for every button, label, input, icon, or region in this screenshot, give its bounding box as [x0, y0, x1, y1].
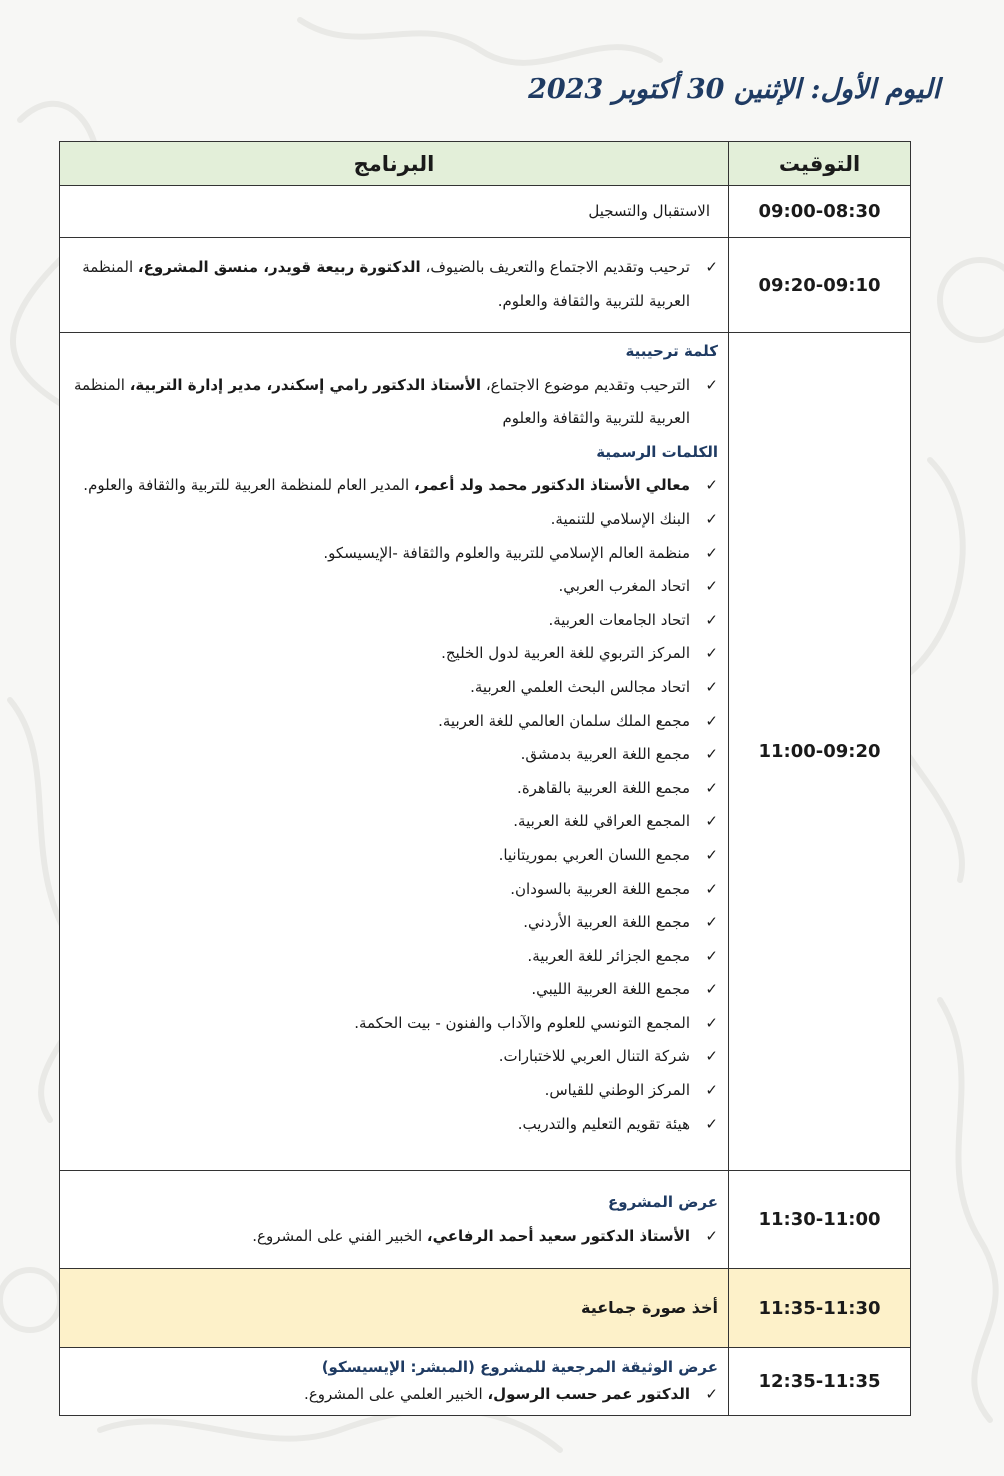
check-mark-icon: ✓: [705, 1114, 718, 1133]
list-item: ✓ اتحاد مجالس البحث العلمي العربية.: [70, 671, 718, 705]
list-item: ✓ معالي الأستاذ الدكتور محمد ولد أعمر، المدير العام للمنظمة العربية للتربية والثقافة والعلوم.: [70, 469, 718, 503]
check-mark-icon: ✓: [705, 778, 718, 797]
check-mark-icon: ✓: [705, 543, 718, 562]
table-row: [60, 1348, 911, 1416]
section-heading-reference: عرض الوثيقة المرجعية للمشروع (المبشر: الإيسيسكو): [321, 1357, 718, 1376]
section-heading-welcome: كلمة ترحيبية: [625, 342, 718, 360]
check-mark-icon: ✓: [705, 1013, 718, 1032]
program-cell: [60, 1269, 729, 1348]
check-mark-icon: ✓: [705, 745, 718, 764]
page-title: اليوم الأول: الإثنين 30 أكتوبر 2023: [528, 74, 940, 105]
list-item: ✓ الدكتور عمر حسب الرسول، الخبير العلمي على المشروع.: [70, 1379, 718, 1409]
time-cell: 09:00-08:30: [729, 186, 911, 238]
time-cell: 11:30-11:00: [729, 1171, 911, 1269]
check-mark-icon: ✓: [705, 845, 718, 864]
check-mark-icon: ✓: [705, 677, 718, 696]
program-cell: [60, 1171, 729, 1269]
check-mark-icon: ✓: [705, 476, 718, 495]
check-mark-icon: ✓: [705, 913, 718, 932]
check-mark-icon: ✓: [705, 1384, 718, 1403]
check-mark-icon: ✓: [705, 610, 718, 629]
check-mark-icon: ✓: [705, 375, 718, 394]
list-item: ✓ منظمة العالم الإسلامي للتربية والعلوم والثقافة -الإيسيسكو.: [70, 537, 718, 571]
check-mark-icon: ✓: [705, 980, 718, 999]
program-text: أخذ صورة جماعية: [581, 1297, 718, 1317]
check-mark-icon: ✓: [705, 1226, 718, 1245]
table-header-row: [60, 142, 911, 186]
table-row: [60, 238, 911, 333]
program-cell: [60, 333, 729, 1171]
list-item: ✓ ترحيب وتقديم الاجتماع والتعريف بالضيوف، الدكتورة ربيعة قويدر، منسق المشروع، المنظمة العربية للتربية والثقافة والعلوم.: [70, 251, 718, 318]
check-mark-icon: ✓: [705, 711, 718, 730]
official-speakers-list: [70, 503, 718, 1141]
list-item: ✓ مجمع اللسان العربي بموريتانيا.: [70, 839, 718, 873]
list-item: ✓ البنك الإسلامي للتنمية.: [70, 503, 718, 537]
table-row-highlight: [60, 1269, 911, 1348]
check-mark-icon: ✓: [705, 577, 718, 596]
list-item: ✓ مجمع اللغة العربية بالسودان.: [70, 873, 718, 907]
list-item: ✓ مجمع اللغة العربية الأردني.: [70, 906, 718, 940]
list-item: ✓ مجمع اللغة العربية الليبي.: [70, 973, 718, 1007]
list-item: ✓ المركز الوطني للقياس.: [70, 1074, 718, 1108]
time-cell: 09:20-09:10: [729, 238, 911, 333]
list-item: ✓ المجمع التونسي للعلوم والآداب والفنون - بيت الحكمة.: [70, 1007, 718, 1041]
check-mark-icon: ✓: [705, 1047, 718, 1066]
program-cell: [60, 238, 729, 333]
check-mark-icon: ✓: [705, 258, 718, 277]
table-row: [60, 1171, 911, 1269]
time-cell: 11:00-09:20: [729, 333, 911, 1171]
list-item: ✓ الأستاذ الدكتور سعيد أحمد الرفاعي، الخبير الفني على المشروع.: [70, 1220, 718, 1254]
schedule-table: [59, 141, 911, 1416]
section-heading-official: الكلمات الرسمية: [596, 442, 718, 461]
program-cell: [60, 186, 729, 238]
list-item: ✓ هيئة تقويم التعليم والتدريب.: [70, 1108, 718, 1142]
check-mark-icon: ✓: [705, 509, 718, 528]
list-item: ✓ مجمع اللغة العربية بالقاهرة.: [70, 772, 718, 806]
list-item: ✓ شركة التنال العربي للاختبارات.: [70, 1040, 718, 1074]
check-mark-icon: ✓: [705, 644, 718, 663]
header-time: التوقيت: [729, 142, 911, 186]
time-cell: 11:35-11:30: [729, 1269, 911, 1348]
check-mark-icon: ✓: [705, 812, 718, 831]
section-heading-project: عرض المشروع: [608, 1192, 718, 1211]
list-item: ✓ المركز التربوي للغة العربية لدول الخليج.: [70, 637, 718, 671]
table-row: [60, 186, 911, 238]
list-item: ✓ الترحيب وتقديم موضوع الاجتماع، الأستاذ الدكتور رامي إسكندر، مدير إدارة التربية، المنظمة العربية للتربية والثقافة والعلوم: [70, 369, 718, 436]
list-item: ✓ مجمع الجزائر للغة العربية.: [70, 940, 718, 974]
program-cell: [60, 1348, 729, 1416]
program-text: الاستقبال والتسجيل: [588, 201, 710, 220]
list-item: ✓ مجمع الملك سلمان العالمي للغة العربية.: [70, 705, 718, 739]
list-item: ✓ مجمع اللغة العربية بدمشق.: [70, 738, 718, 772]
list-item: ✓ اتحاد الجامعات العربية.: [70, 604, 718, 638]
check-mark-icon: ✓: [705, 1081, 718, 1100]
check-mark-icon: ✓: [705, 879, 718, 898]
list-item: ✓ اتحاد المغرب العربي.: [70, 570, 718, 604]
check-mark-icon: ✓: [705, 946, 718, 965]
time-cell: 12:35-11:35: [729, 1348, 911, 1416]
header-program: البرنامج: [60, 142, 729, 186]
table-row: [60, 333, 911, 1171]
list-item: ✓ المجمع العراقي للغة العربية.: [70, 805, 718, 839]
